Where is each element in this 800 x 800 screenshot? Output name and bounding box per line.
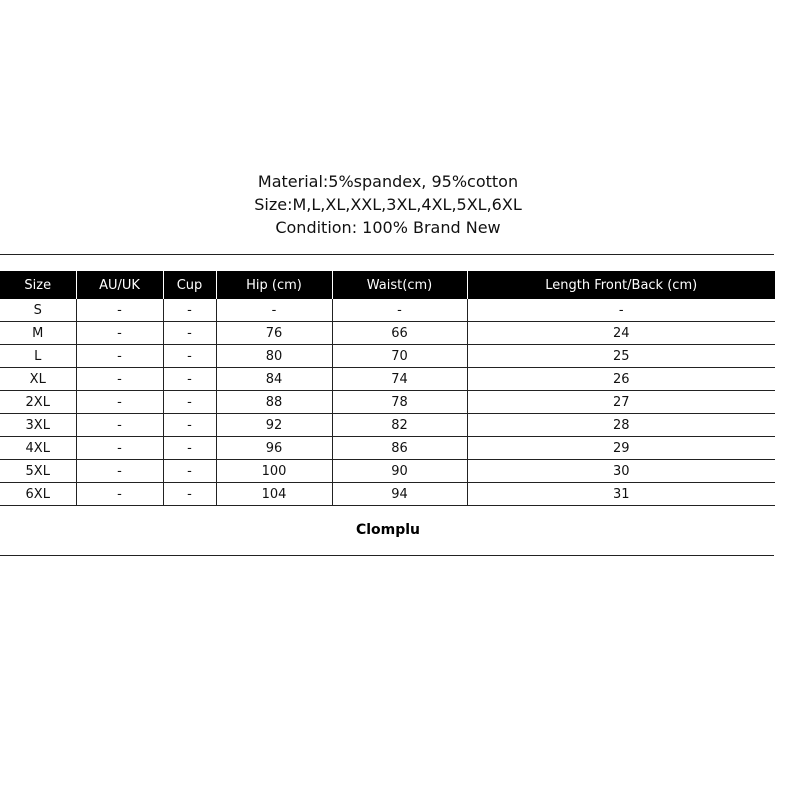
cell-length: 30	[467, 460, 775, 483]
cell-au-uk: -	[76, 299, 163, 322]
header-length: Length Front/Back (cm)	[467, 271, 775, 299]
cell-au-uk: -	[76, 345, 163, 368]
cell-size: S	[0, 299, 76, 322]
cell-size: XL	[0, 368, 76, 391]
cell-cup: -	[163, 414, 216, 437]
cell-length: -	[467, 299, 775, 322]
cell-cup: -	[163, 368, 216, 391]
table-row	[0, 414, 775, 437]
cell-size: L	[0, 345, 76, 368]
cell-au-uk: -	[76, 322, 163, 345]
table-row	[0, 391, 775, 414]
cell-length: 27	[467, 391, 775, 414]
table-row	[0, 368, 775, 391]
cell-hip: 88	[216, 391, 332, 414]
cell-size: 4XL	[0, 437, 76, 460]
cell-hip: 96	[216, 437, 332, 460]
size-list-text: Size:M,L,XL,XXL,3XL,4XL,5XL,6XL	[254, 195, 522, 214]
header-cup: Cup	[163, 271, 216, 299]
cell-cup: -	[163, 437, 216, 460]
cell-waist: 78	[332, 391, 467, 414]
cell-length: 25	[467, 345, 775, 368]
cell-size: 2XL	[0, 391, 76, 414]
cell-waist: 74	[332, 368, 467, 391]
cell-waist: 94	[332, 483, 467, 506]
cell-cup: -	[163, 391, 216, 414]
table-row	[0, 299, 775, 322]
cell-length: 29	[467, 437, 775, 460]
table-row	[0, 460, 775, 483]
size-chart-table	[0, 271, 775, 506]
table-row	[0, 322, 775, 345]
cell-waist: 82	[332, 414, 467, 437]
cell-hip: 76	[216, 322, 332, 345]
cell-size: M	[0, 322, 76, 345]
cell-hip: 104	[216, 483, 332, 506]
cell-hip: -	[216, 299, 332, 322]
cell-waist: 66	[332, 322, 467, 345]
cell-au-uk: -	[76, 414, 163, 437]
brand-name: Clomplu	[355, 522, 421, 538]
cell-au-uk: -	[76, 368, 163, 391]
product-info	[0, 170, 776, 239]
cell-length: 28	[467, 414, 775, 437]
cell-size: 6XL	[0, 483, 76, 506]
cell-cup: -	[163, 299, 216, 322]
cell-length: 26	[467, 368, 775, 391]
table-row	[0, 483, 775, 506]
condition-text: Condition: 100% Brand New	[275, 218, 501, 237]
cell-cup: -	[163, 483, 216, 506]
cell-cup: -	[163, 345, 216, 368]
cell-au-uk: -	[76, 483, 163, 506]
table-row	[0, 345, 775, 368]
table-header-row	[0, 271, 775, 299]
cell-waist: 86	[332, 437, 467, 460]
cell-waist: 70	[332, 345, 467, 368]
table-row	[0, 437, 775, 460]
material-text: Material:5%spandex, 95%cotton	[257, 172, 519, 191]
bottom-divider	[0, 555, 774, 556]
cell-length: 24	[467, 322, 775, 345]
cell-cup: -	[163, 460, 216, 483]
cell-size: 3XL	[0, 414, 76, 437]
cell-cup: -	[163, 322, 216, 345]
cell-hip: 80	[216, 345, 332, 368]
header-au-uk: AU/UK	[76, 271, 163, 299]
cell-au-uk: -	[76, 437, 163, 460]
cell-waist: 90	[332, 460, 467, 483]
top-divider	[0, 254, 774, 255]
cell-hip: 92	[216, 414, 332, 437]
cell-size: 5XL	[0, 460, 76, 483]
cell-waist: -	[332, 299, 467, 322]
cell-au-uk: -	[76, 460, 163, 483]
cell-hip: 84	[216, 368, 332, 391]
cell-hip: 100	[216, 460, 332, 483]
cell-length: 31	[467, 483, 775, 506]
header-size: Size	[0, 271, 76, 299]
header-hip: Hip (cm)	[216, 271, 332, 299]
header-waist: Waist(cm)	[332, 271, 467, 299]
cell-au-uk: -	[76, 391, 163, 414]
